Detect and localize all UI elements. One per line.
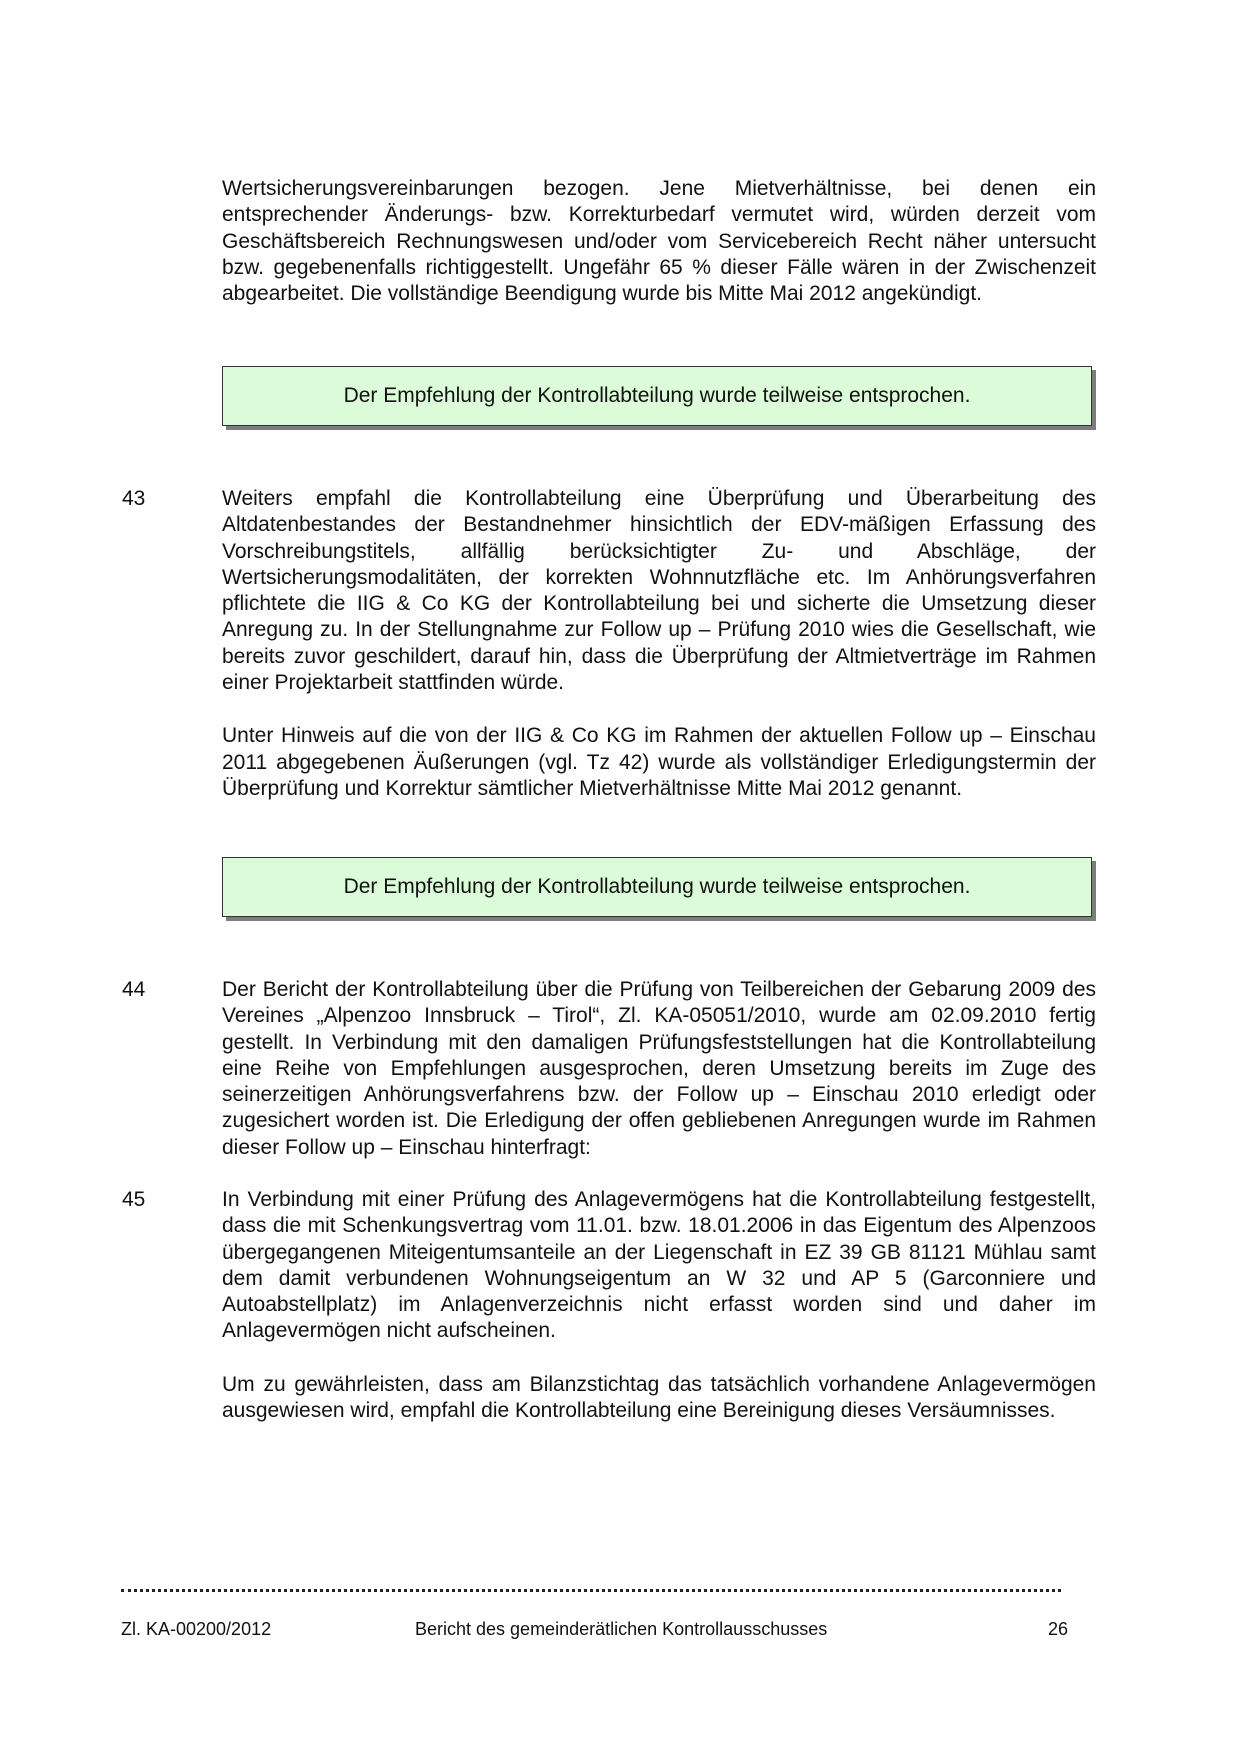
section-45-paragraph-2: Um zu gewährleisten, dass am Bilanzstichtag das tatsächlich vorhandene Anlagevermögen ausgewiesen wird, empfahl die Kontrollabteilung eine Bereinigung dieses Versäumnisses.: [222, 1372, 1096, 1423]
footer-reference: Zl. KA-00200/2012: [121, 1619, 272, 1639]
top-paragraph-block: [222, 176, 1096, 307]
section-45-number: 45: [122, 1188, 146, 1211]
footer-page-number: 26: [1048, 1619, 1069, 1639]
section-44-block: [222, 977, 1096, 1161]
section-44-paragraph-1: Der Bericht der Kontrollabteilung über die Prüfung von Teilbereichen der Gebarung 2009 des Vereines „Alpenzoo Innsbruck – Tirol“, Zl. KA-05051/2010, wurde am 02.09.2010 fertig gestellt. In Verbindung mit den damaligen Prüfungsfeststellungen hat die Kontrollabteilung eine Reihe von Empfehlungen ausgesprochen, deren Umsetzung bereits im Zuge des seinerzeitigen Anhörungsverfahrens bzw. der Follow up – Einschau 2010 erledigt oder zugesichert worden ist. Die Erledigung der offen gebliebenen Anregungen wurde im Rahmen dieser Follow up – Einschau hinterfragt:: [222, 978, 1096, 1159]
result-box-1: [222, 366, 1092, 426]
footer-title: Bericht des gemeinderätlichen Kontrollausschusses: [415, 1619, 828, 1639]
section-43-block: [222, 486, 1096, 802]
section-43-paragraph-2: Unter Hinweis auf die von der IIG & Co KG im Rahmen der aktuellen Follow up – Einschau 2011 abgegebenen Äußerungen (vgl. Tz 42) wurde als vollständiger Erledigungstermin der Überprüfung und Korrektur sämtlicher Mietverhältnisse Mitte Mai 2012 genannt.: [222, 724, 1096, 800]
result-box-1-text: Der Empfehlung der Kontrollabteilung wurde teilweise entsprochen.: [343, 384, 971, 407]
section-43-number: 43: [122, 487, 146, 510]
section-45-block: [222, 1187, 1096, 1424]
section-44-number: 44: [122, 978, 146, 1001]
section-43-paragraph-1: Weiters empfahl die Kontrollabteilung eine Überprüfung und Überarbeitung des Altdatenbestandes der Bestandnehmer hinsichtlich der EDV-mäßigen Erfassung des Vorschreibungstitels, allfällig berücksichtigter Zu- und Abschläge, der Wertsicherungsmodalitäten, der korrekten Wohnnutzfläche etc. Im Anhörungsverfahren pflichtete die IIG & Co KG der Kontrollabteilung bei und sicherte die Umsetzung dieser Anregung zu. In der Stellungnahme zur Follow up – Prüfung 2010 wies die Gesellschaft, wie bereits zuvor geschildert, darauf hin, dass die Überprüfung der Altmietverträge im Rahmen einer Projektarbeit stattfinden würde.: [222, 487, 1096, 695]
footer-dotted-rule: [121, 1589, 1061, 1592]
top-paragraph: Wertsicherungsvereinbarungen bezogen. Jene Mietverhältnisse, bei denen ein entsprechender Änderungs- bzw. Korrekturbedarf vermutet wird, würden derzeit vom Geschäftsbereich Rechnungswesen und/oder vom Servicebereich Recht näher untersucht bzw. gegebenenfalls richtiggestellt. Ungefähr 65 % dieser Fälle wären in der Zwischenzeit abgearbeitet. Die vollständige Beendigung wurde bis Mitte Mai 2012 angekündigt.: [222, 177, 1096, 306]
result-box-2-text: Der Empfehlung der Kontrollabteilung wurde teilweise entsprochen.: [343, 875, 971, 898]
section-45-paragraph-1: In Verbindung mit einer Prüfung des Anlagevermögens hat die Kontrollabteilung festgestellt, dass die mit Schenkungsvertrag vom 11.01. bzw. 18.01.2006 in das Eigentum des Alpenzoos übergegangenen Miteigentumsanteile an der Liegenschaft in EZ 39 GB 81121 Mühlau samt dem damit verbundenen Wohnungseigentum an W 32 und AP 5 (Garconniere und Autoabstellplatz) im Anlagenverzeichnis nicht erfasst worden sind und daher im Anlagevermögen nicht aufscheinen.: [222, 1188, 1096, 1343]
result-box-2: [222, 857, 1092, 917]
